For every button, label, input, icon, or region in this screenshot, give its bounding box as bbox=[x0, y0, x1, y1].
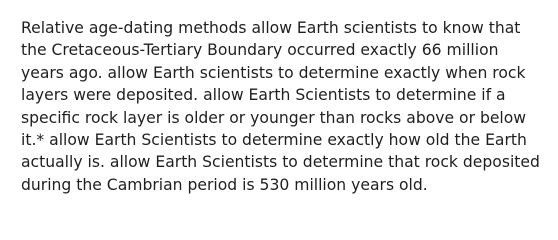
question-text: Relative age-dating methods allow Earth scientists to know that the Cretaceous-Tertiary Boundary occurred exactly 66 million years ago. allow Earth scientists to determine exactly when rock layers were deposited. allow Earth Scientists to determine if a specific rock layer is older or younger than rocks above or below it.* allow Earth Scientists to determine exactly how old the Earth actually is. allow Earth Scientists to determine that rock deposited during the Cambrian period is 530 million years old. bbox=[21, 19, 540, 194]
